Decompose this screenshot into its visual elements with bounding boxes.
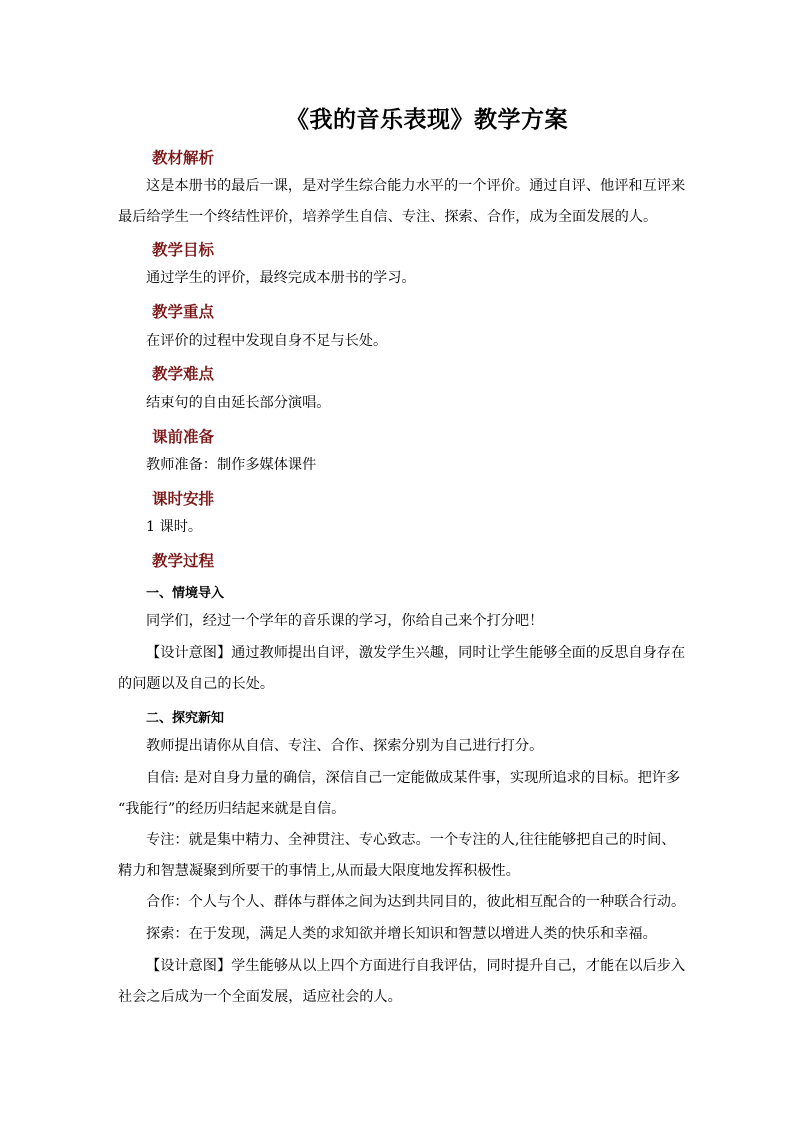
paragraph-intro: 同学们，经过一个学年的音乐课的学习，你给自己来个打分吧！ bbox=[146, 613, 544, 629]
paragraph-cooperation: 合作：个人与个人、群体与群体之间为达到共同目的，彼此相互配合的一种联合行动。 bbox=[146, 894, 686, 910]
paragraph-confidence-line1: 自信: 是对自身力量的确信，深信自己一定能做成某件事，实现所追求的目标。把许多 bbox=[146, 770, 681, 786]
section-heading-textbook: 教材解析 bbox=[152, 148, 215, 167]
paragraph-difficulties: 结束句的自由延长部分演唱。 bbox=[146, 395, 331, 411]
section-heading-key-points: 教学重点 bbox=[152, 302, 215, 321]
paragraph-textbook-line1: 这是本册书的最后一课，是对学生综合能力水平的一个评价。通过自评、他评和互评来 bbox=[146, 178, 686, 194]
paragraph-preparation: 教师准备：制作多媒体课件 bbox=[146, 457, 317, 473]
paragraph-textbook-line2: 最后给学生一个终结性评价，培养学生自信、专注、探索、合作，成为全面发展的人。 bbox=[118, 209, 658, 225]
subheading-explore: 二、探究新知 bbox=[146, 711, 225, 726]
paragraph-confidence-line2: “我能行”的经历归结起来就是自信。 bbox=[118, 801, 346, 817]
paragraph-key-points: 在评价的过程中发现自身不足与长处。 bbox=[146, 333, 388, 349]
page-title: 《我的音乐表现》教学方案 bbox=[286, 106, 568, 133]
paragraph-focus-line1: 专注：就是集中精力、全神贯注、专心致志。一个专注的人,往往能够把自己的时间、 bbox=[146, 832, 676, 848]
paragraph-design-intent-2-line1: 【设计意图】学生能够从以上四个方面进行自我评估，同时提升自己，才能在以后步入 bbox=[146, 958, 686, 974]
paragraph-design-intent-1-line2: 的问题以及自己的长处。 bbox=[118, 676, 275, 692]
paragraph-design-intent-1-line1: 【设计意图】通过教师提出自评，激发学生兴趣，同时让学生能够全面的反思自身存在 bbox=[146, 645, 686, 661]
subheading-intro: 一、情境导入 bbox=[146, 586, 225, 601]
paragraph-design-intent-2-line2: 社会之后成为一个全面发展，适应社会的人。 bbox=[118, 989, 402, 1005]
paragraph-focus-line2: 精力和智慧凝聚到所要干的事情上,从而最大限度地发挥积极性。 bbox=[118, 863, 520, 879]
section-heading-difficulties: 教学难点 bbox=[152, 364, 215, 383]
section-heading-goals: 教学目标 bbox=[152, 240, 215, 259]
paragraph-exploration: 探索：在于发现，满足人类的求知欲并增长知识和智慧以增进人类的快乐和幸福。 bbox=[146, 926, 657, 942]
paragraph-schedule: 1 课时。 bbox=[146, 519, 203, 535]
paragraph-explore: 教师提出请你从自信、专注、合作、探索分别为自己进行打分。 bbox=[146, 738, 544, 754]
section-heading-schedule: 课时安排 bbox=[152, 489, 215, 508]
section-heading-process: 教学过程 bbox=[152, 551, 215, 570]
section-heading-preparation: 课前准备 bbox=[152, 427, 215, 446]
paragraph-goals: 通过学生的评价，最终完成本册书的学习。 bbox=[146, 270, 416, 286]
